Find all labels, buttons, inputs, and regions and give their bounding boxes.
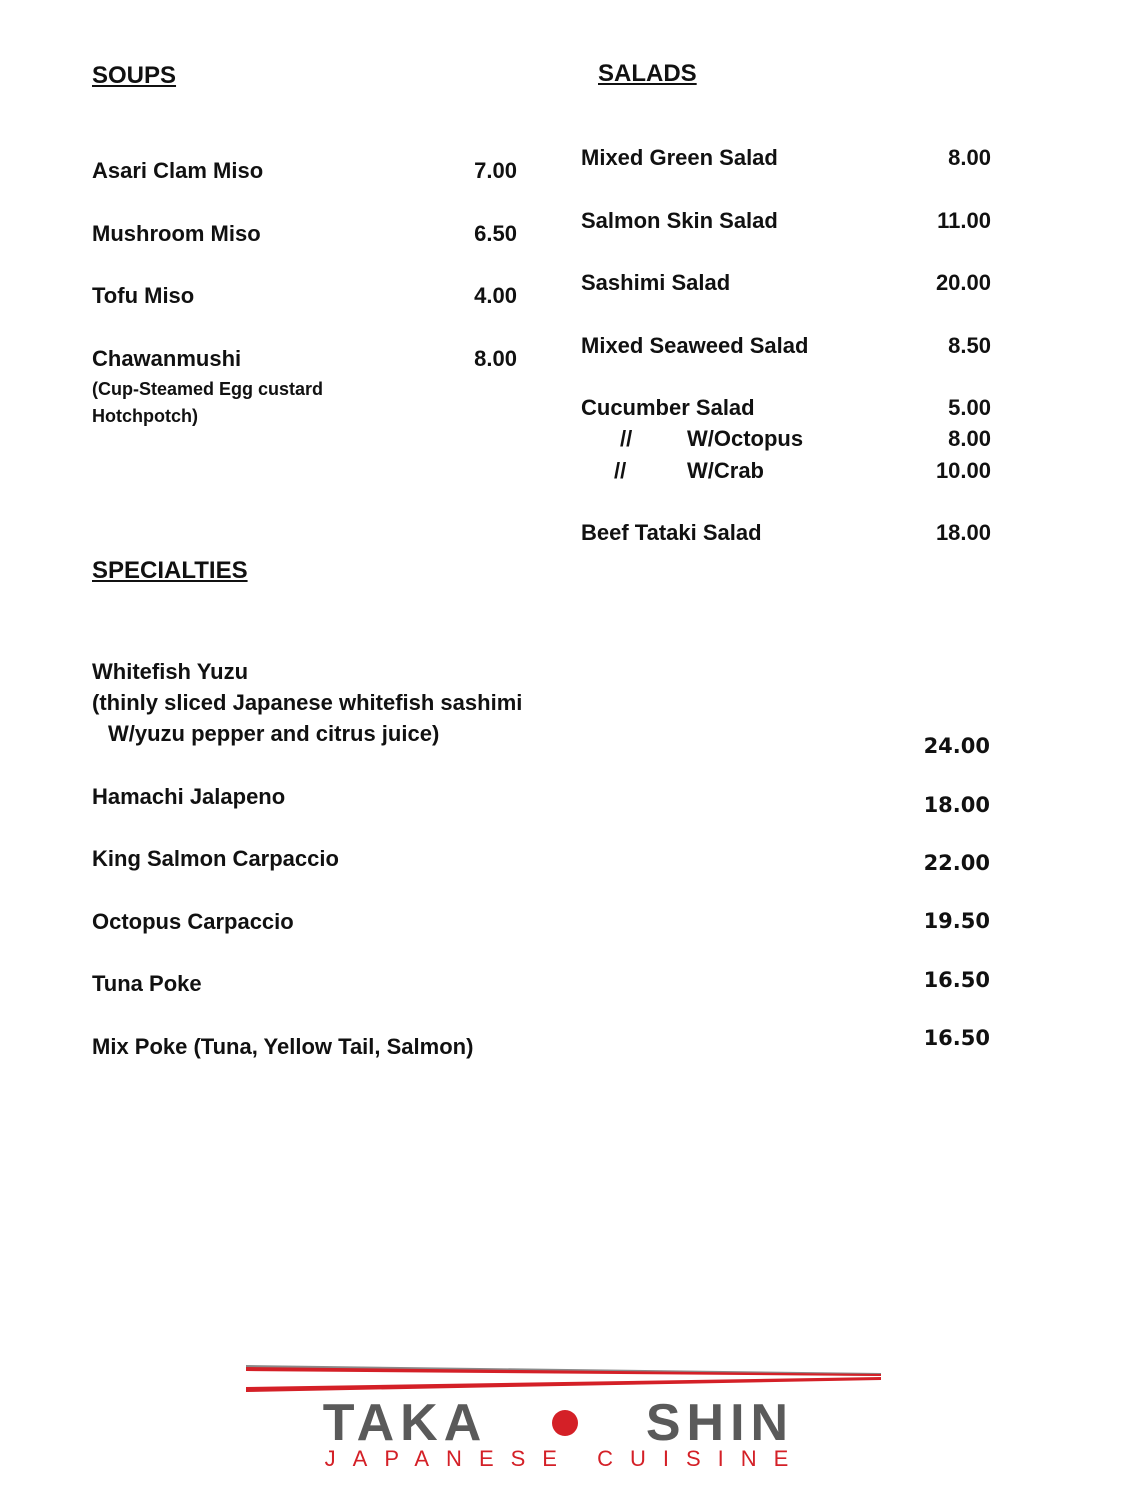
salad-item-name: Mixed Green Salad bbox=[581, 145, 778, 170]
salad-item-name: Sashimi Salad bbox=[581, 270, 731, 295]
logo-tagline: JAPANESE CUISINE bbox=[324, 1446, 806, 1470]
takashin-logo bbox=[240, 1360, 890, 1470]
salad-variant-name: W/Octopus bbox=[687, 426, 804, 451]
specialty-item-name: Tuna Poke bbox=[92, 971, 202, 996]
specialty-item-name: Hamachi Jalapeno bbox=[92, 784, 286, 809]
salad-item-name: Beef Tataki Salad bbox=[581, 520, 762, 545]
specialty-item-name: Whitefish Yuzu bbox=[92, 659, 249, 684]
chopstick-upper-red bbox=[246, 1367, 881, 1376]
chopstick-lower bbox=[246, 1377, 881, 1392]
specialty-item-name: Mix Poke (Tuna, Yellow Tail, Salmon) bbox=[92, 1034, 474, 1059]
specialty-item-price: 24.00 bbox=[923, 734, 990, 758]
logo-name-right: SHIN bbox=[645, 1394, 795, 1452]
specialty-item-name: King Salmon Carpaccio bbox=[92, 846, 339, 871]
salad-item-name: Mixed Seaweed Salad bbox=[581, 333, 809, 358]
specialty-item-description: (thinly sliced Japanese whitefish sashimi bbox=[92, 690, 523, 715]
specialties-heading: SPECIALTIES bbox=[92, 557, 248, 584]
soup-item-price: 8.00 bbox=[474, 346, 517, 371]
soup-item-name: Chawanmushi bbox=[92, 346, 242, 371]
salad-variant-price: 8.00 bbox=[948, 426, 991, 451]
soup-item-price: 4.00 bbox=[474, 283, 517, 308]
soup-item-name: Mushroom Miso bbox=[92, 221, 261, 246]
soup-item-description: Hotchpotch) bbox=[92, 406, 198, 426]
salad-item-price: 18.00 bbox=[935, 520, 991, 545]
salad-item-name: Cucumber Salad bbox=[581, 395, 755, 420]
soup-item-price: 7.00 bbox=[474, 158, 517, 183]
soup-item-name: Tofu Miso bbox=[92, 283, 195, 308]
specialty-item-price: 19.50 bbox=[923, 909, 990, 933]
salad-item-price: 11.00 bbox=[937, 208, 991, 233]
salad-item-name: Salmon Skin Salad bbox=[581, 208, 778, 233]
salad-variant-mark: // bbox=[620, 426, 633, 451]
soup-item-price: 6.50 bbox=[474, 221, 517, 246]
logo-red-dot bbox=[552, 1410, 578, 1436]
salad-item-price: 8.50 bbox=[948, 333, 991, 358]
specialty-item-description: W/yuzu pepper and citrus juice) bbox=[108, 721, 440, 746]
salad-variant-mark: // bbox=[614, 458, 627, 483]
soups-heading: SOUPS bbox=[92, 62, 177, 89]
salads-heading: SALADS bbox=[598, 60, 697, 87]
specialty-item-price: 16.50 bbox=[923, 1026, 990, 1050]
soup-item-name: Asari Clam Miso bbox=[92, 158, 264, 183]
logo-name-left: TAKA bbox=[322, 1394, 488, 1452]
salad-item-price: 5.00 bbox=[948, 395, 991, 420]
specialty-item-price: 16.50 bbox=[923, 968, 990, 992]
salad-variant-name: W/Crab bbox=[687, 458, 764, 483]
salad-variant-price: 10.00 bbox=[935, 458, 991, 483]
specialty-item-price: 22.00 bbox=[923, 851, 990, 875]
salad-item-price: 20.00 bbox=[935, 270, 991, 295]
specialty-item-name: Octopus Carpaccio bbox=[92, 909, 294, 934]
specialty-item-price: 18.00 bbox=[923, 793, 990, 817]
soup-item-description: (Cup-Steamed Egg custard bbox=[92, 379, 324, 399]
salad-item-price: 8.00 bbox=[948, 145, 991, 170]
